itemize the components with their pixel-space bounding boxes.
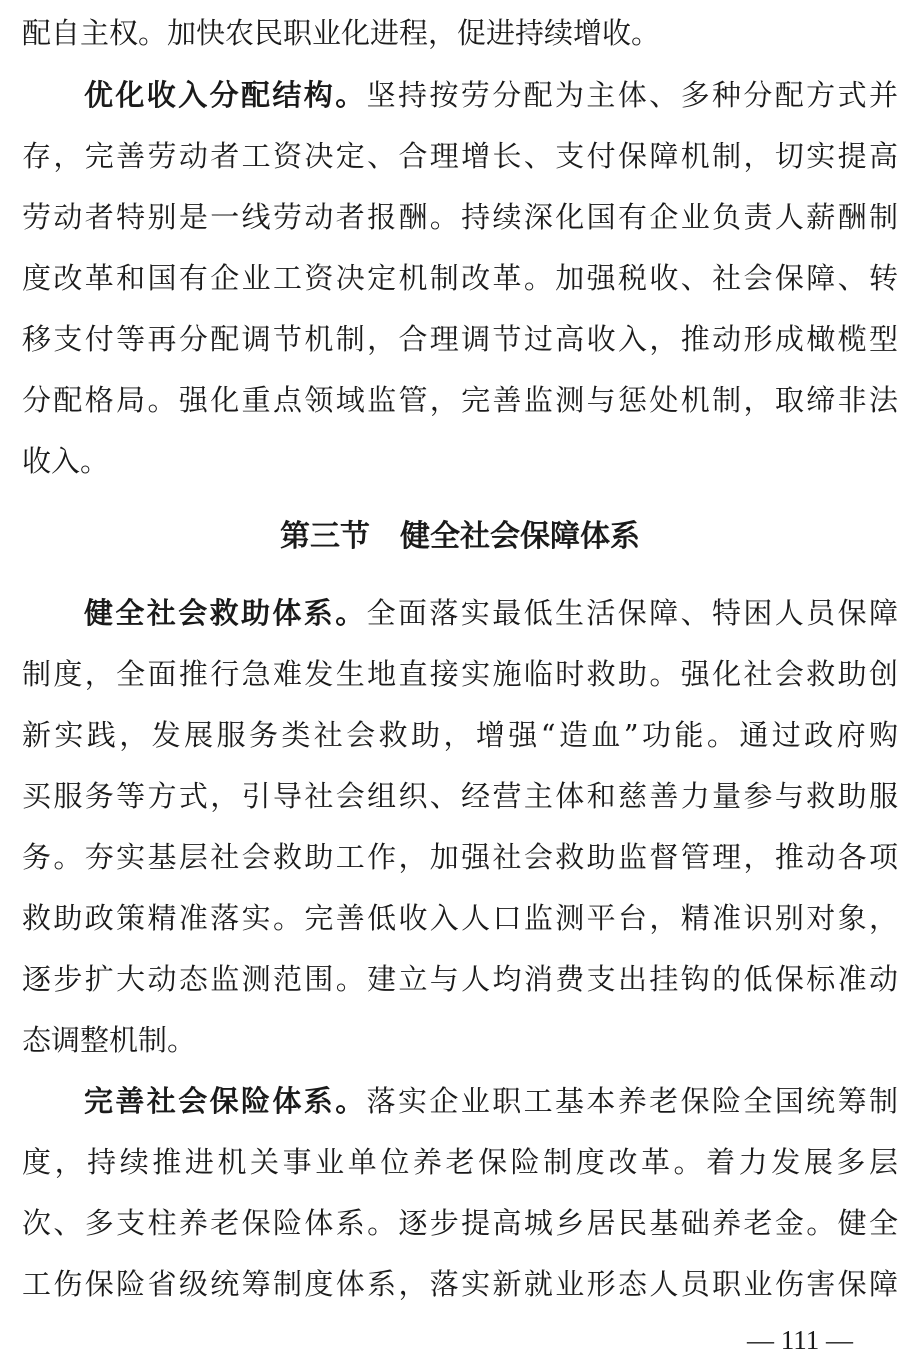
text-line: 收入。	[22, 444, 110, 478]
paragraph-text: 坚持按劳分配为主体、多种分配方式并	[366, 78, 898, 112]
page-number: — 111 —	[747, 1325, 853, 1355]
paragraph-lead-heading: 健全社会救助体系。	[84, 596, 367, 630]
text-line: 劳动者特别是一线劳动者报酬。持续深化国有企业负责人薪酬制	[22, 200, 898, 234]
text-line: 救助政策精准落实。完善低收入人口监测平台，精准识别对象，	[22, 901, 898, 935]
text-line: 次、多支柱养老保险体系。逐步提高城乡居民基础养老金。健全	[22, 1206, 898, 1240]
text-line: 度，持续推进机关事业单位养老保险制度改革。着力发展多层	[22, 1145, 898, 1179]
text-line: 新实践，发展服务类社会救助，增强“造血”功能。通过政府购	[22, 718, 898, 752]
paragraph-text: 全面落实最低生活保障、特困人员保障	[366, 596, 898, 630]
text-line: 买服务等方式，引导社会组织、经营主体和慈善力量参与救助服	[22, 779, 898, 813]
paragraph-first-line	[84, 1081, 898, 1121]
text-line: 存，完善劳动者工资决定、合理增长、支付保障机制，切实提高	[22, 139, 898, 173]
text-line: 配自主权。加快农民职业化进程，促进持续增收。	[22, 16, 661, 50]
text-line: 分配格局。强化重点领域监管，完善监测与惩处机制，取缔非法	[22, 383, 898, 417]
text-line: 度改革和国有企业工资决定机制改革。加强税收、社会保障、转	[22, 261, 898, 295]
paragraph-first-line	[84, 593, 898, 633]
paragraph-lead-heading: 优化收入分配结构。	[84, 78, 367, 112]
text-line: 态调整机制。	[22, 1023, 197, 1057]
text-line: 务。夯实基层社会救助工作，加强社会救助监督管理，推动各项	[22, 840, 898, 874]
text-line: 制度，全面推行急难发生地直接实施临时救助。强化社会救助创	[22, 657, 898, 691]
text-line: 工伤保险省级统筹制度体系，落实新就业形态人员职业伤害保障	[22, 1267, 898, 1301]
paragraph-first-line	[84, 75, 898, 115]
text-line: 逐步扩大动态监测范围。建立与人均消费支出挂钩的低保标准动	[22, 962, 898, 996]
paragraph-lead-heading: 完善社会保险体系。	[84, 1084, 367, 1118]
text-line: 移支付等再分配调节机制，合理调节过高收入，推动形成橄榄型	[22, 322, 898, 356]
section-heading: 第三节 健全社会保障体系	[280, 519, 640, 554]
paragraph-text: 落实企业职工基本养老保险全国统筹制	[366, 1084, 898, 1118]
